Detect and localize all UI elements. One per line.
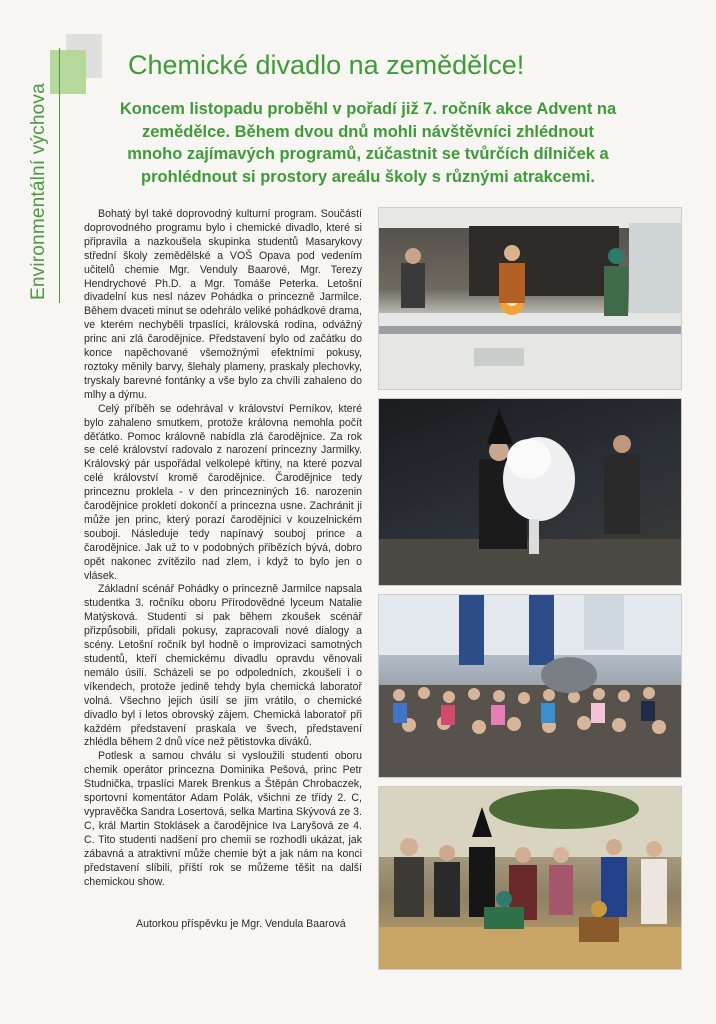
article-body [84, 208, 362, 889]
photo-lab-performance [378, 207, 682, 390]
article-title: Chemické divadlo na zemědělce! [128, 50, 525, 80]
photo-cast-group [378, 786, 682, 970]
section-label: Environmentální výchova [28, 83, 49, 300]
article-paragraph: Potlesk a samou chválu si vysloužili studenti oboru chemik operátor princezna Dominika Pešová, princ Petr Studnička, trpaslíci Marek Brenkus a Štěpán Chrobaczek, sportovní komentátor Adam Polák, všichni ze třídy 2. C, vypravěčka Sandra Losertová, selka Martina Skývová ze 3. C, král Martin Stoklásek a čarodějnice Iva Laryšová ze 4. C. Tito studenti nadšení pro chemii se rozhodli ukázat, jak zábavná a atraktivní může chemie být a jak nám na konci představení slíbili, příští rok se můžeme těšit na další chemickou show. [84, 750, 362, 888]
photo-audience [378, 594, 682, 778]
article-paragraph: Celý příběh se odehrával v království Perníkov, které bylo zahaleno smutkem, protože královna nemohla počít děťátko. Pomoc královně nabídla zlá čarodějnice. Za rok se celé království radovalo z narození princezny Jarmilky. Královský pár uspořádal velkolepé křtiny, na které pozval celé království kromě čarodějnice. Čarodějnice tedy princeznu proklela - v den princezniných 16. narozenin čarodějnice prokletí dokončí a princezna usne. Zachránit ji může jen princ, který porazí čarodějnici v kouzelnickém souboji. Následuje tedy napínavý souboj prince a čarodějnice. Jak už to v podobných příbězích bývá, dobro opět nakonec zvítězilo nad zlem, i když to bylo jen o vlásek. [84, 402, 362, 582]
article-lead: Koncem listopadu proběhl v pořadí již 7. ročník akce Advent na zemědělce. Během dvou dnů mohli návštěvníci zhlédnout mnoho zajímavých programů, zúčastnit se tvůrčích dílniček a prohlédnout si prostory areálu školy s různými atrakcemi. [119, 100, 617, 186]
photo-witch-smoke [378, 398, 682, 586]
section-divider [59, 48, 60, 303]
article-author: Autorkou příspěvku je Mgr. Vendula Baarová [136, 918, 346, 930]
article-paragraph: Základní scénář Pohádky o princezně Jarmilce napsala studentka 3. ročníku oboru Přírodovědné lyceum Natalie Matýsková. Studenti si pak během zkoušek scénář přizpůsobili, přidali pokusy, zapracovali nové dialogy a scény. Letošní ročník byl hodně o improvizaci samotných studentů, kteří chemickému divadlu opravdu věnovali nemálo úsilí. Scházeli se po odpoledních, zkoušeli i o víkendech, protože jedině tehdy byla chemická laboratoř volná. Všechno jejich úsilí se jim vrátilo, o chemické divadlo byl i letos obrovský zájem. Chemická laboratoř při každém představení praskala ve švech, představení zhlédla během 2 dnů více než pětistovka diváků. [84, 583, 362, 749]
article-paragraph: Bohatý byl také doprovodný kulturní program. Součástí doprovodného programu bylo i chemické divadlo, které si připravila a nazkoušela skupinka studentů Masarykovy střední školy zemědělské a VOŠ Opava pod vedením učitelů chemie Mgr. Venduly Baarové, Mgr. Terezy Hendrychové Ph.D. a Mgr. Tomáše Peterka. Letošní divadelní kus nesl název Pohádka o princezně Jarmilce. Během dvaceti minut se odehrálo veliké pohádkové drama, ve kterém nechyběli trpaslíci, královská rodina, odvážný princ ani zlá čarodějnice. Představení bylo od začátku do konce napěchované všemožnými efektními pokusy, roztoky měnily barvy, šlehaly plameny, praskaly plechovky, tryskaly barevné fontánky a vše bylo za chvíli zahaleno do mlhy a dýmu. [84, 208, 362, 401]
decorative-square-green [50, 50, 86, 94]
